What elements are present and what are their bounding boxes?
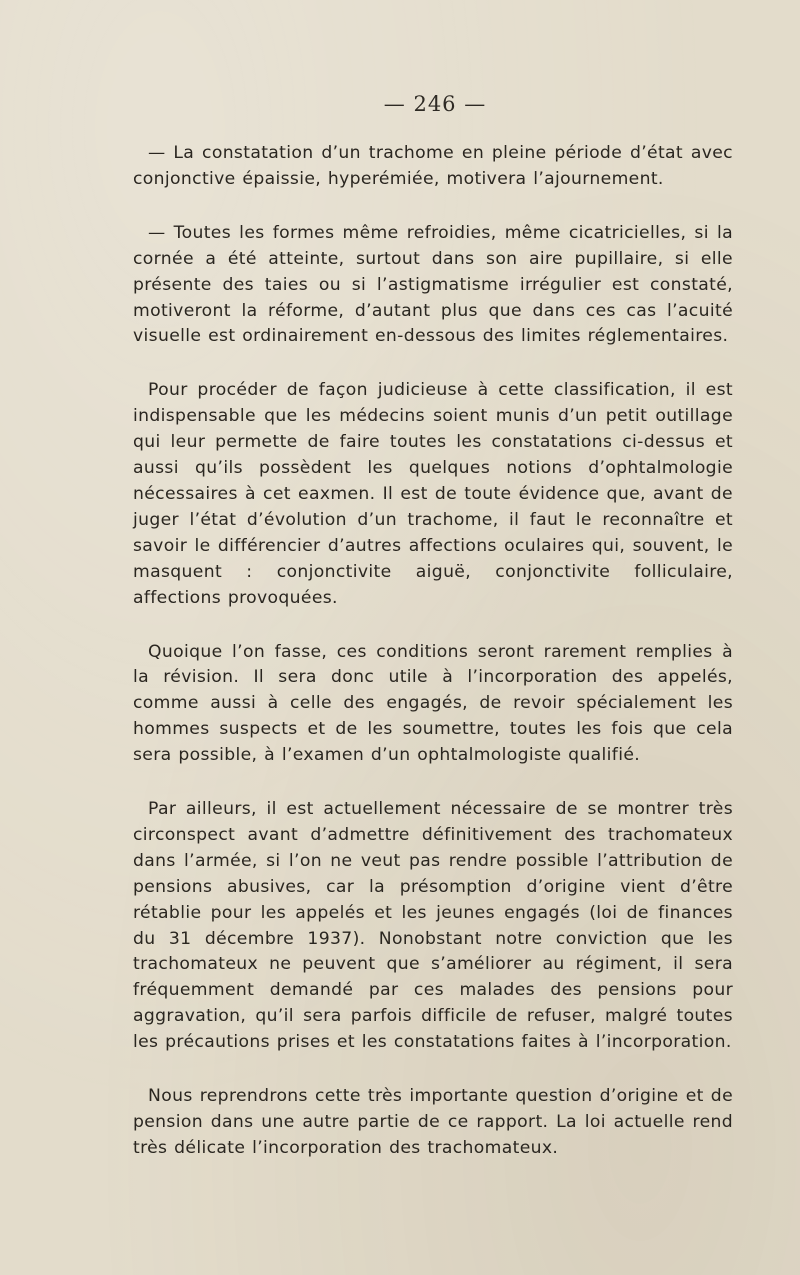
body-text xyxy=(133,141,733,1162)
page-number: — 246 — xyxy=(383,92,487,116)
paragraph-pensions: Par ailleurs, il est actuellement nécessaire de se montrer très circonspect avant d’admettre définitivement des trachomateux dans l’armée, si l’on ne veut pas rendre possible l’attribution de pensions abusives, car la présomption d’origine vient d’être rétablie pour les appelés et les jeunes engagés (loi de finances du 31 décembre 1937). Nonobstant notre conviction que les trachomateux ne peuvent que s’améliorer au régiment, il sera fréquemment demandé par ces malades des pensions pour aggravation, qu’il sera parfois difficile de refuser, malgré toutes les précautions prises et les constatations faites à l’incorporation. xyxy=(133,799,733,1053)
paragraph-reforme: — Toutes les formes même refroidies, même cicatricielles, si la cornée a été atteinte, surtout dans son aire pupillaire, si elle présente des taies ou si l’astigmatisme irrégulier est constaté, motiveront la réforme, d’autant plus que dans ces cas l’acuité visuelle est ordinairement en-dessous des limites réglementaires. xyxy=(133,222,733,347)
paragraph-revision: Quoique l’on fasse, ces conditions seront rarement remplies à la révision. Il sera donc utile à l’incorporation des appelés, comme aussi à celle des engagés, de revoir spécialement les hommes suspects et de les soumettre, toutes les fois que cela sera possible, à l’examen d’un ophtalmologiste qualifié. xyxy=(133,641,733,766)
paragraph-ajournement: — La constatation d’un trachome en pleine période d’état avec conjonctive épaissie, hyperémiée, motivera l’ajournement. xyxy=(133,143,733,189)
paragraph-conclusion: Nous reprendrons cette très importante question d’origine et de pension dans une autre partie de ce rapport. La loi actuelle rend très délicate l’incorporation des trachomateux. xyxy=(133,1086,733,1158)
paragraph-classification: Pour procéder de façon judicieuse à cette classification, il est indispensable que les médecins soient munis d’un petit outillage qui leur permette de faire toutes les constatations ci-dessus et aussi qu’ils possèdent les quelques notions d’ophtalmologie nécessaires à cet eaxmen. Il est de toute évidence que, avant de juger l’état d’évolution d’un trachome, il faut le reconnaître et savoir le différencier d’autres affections oculaires qui, souvent, le masquent : conjonctivite aiguë, conjonctivite folliculaire, affections provoquées. xyxy=(133,380,733,608)
